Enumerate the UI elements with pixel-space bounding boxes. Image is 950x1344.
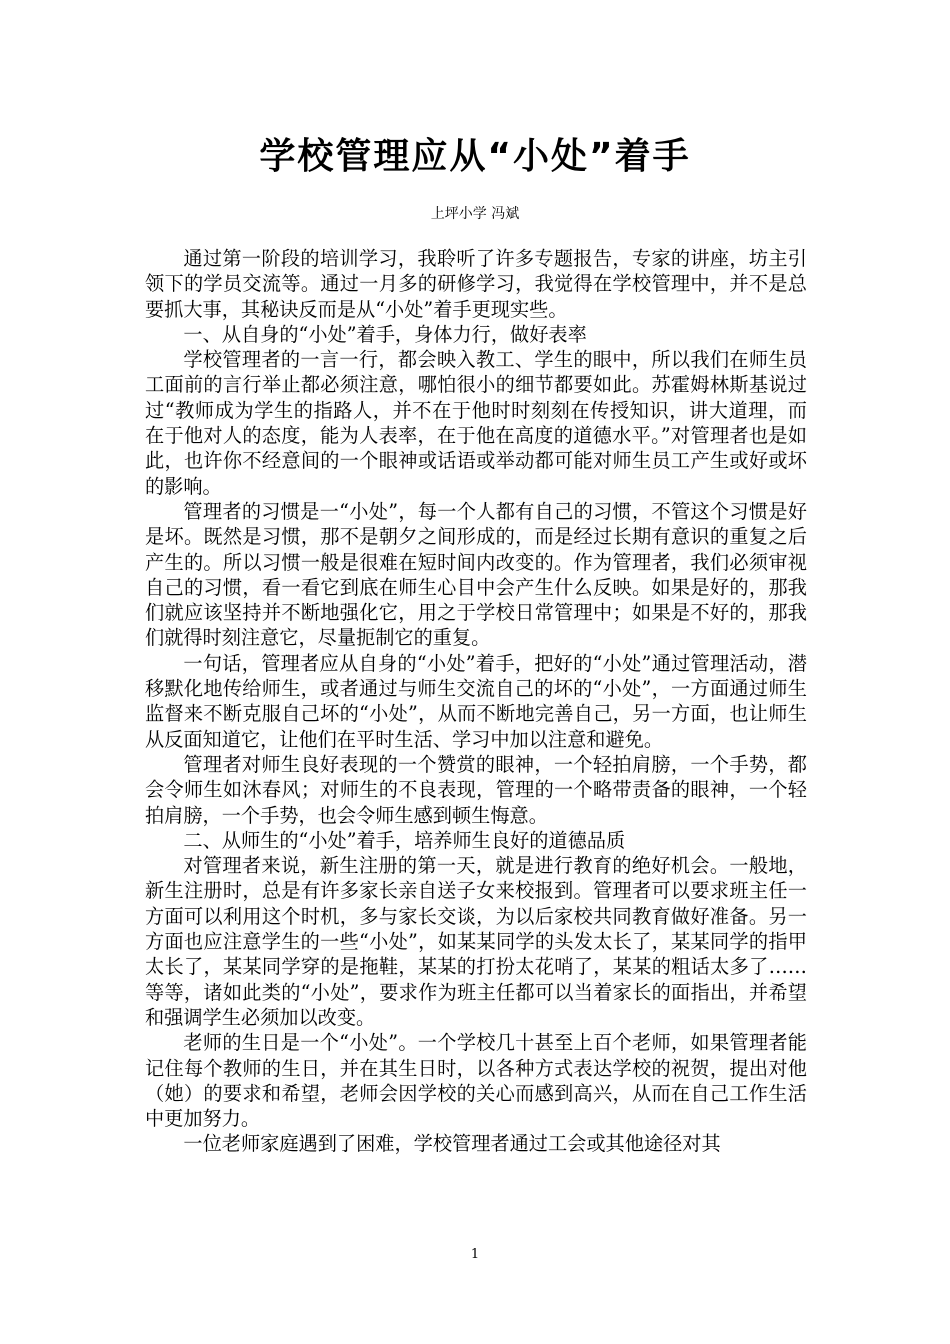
document-body: [145, 246, 807, 1157]
paragraph: 学校管理者的一言一行，都会映入教工、学生的眼中，所以我们在师生员工面前的言行举止都必须注意，哪怕很小的细节都要如此。苏霍姆林斯基说过过“教师成为学生的指路人，并不在于他时时刻刻在传授知识，讲大道理，而在于他对人的态度，能为人表率，在于他在高度的道德水平。”对管理者也是如此，也许你不经意间的一个眼神或话语或举动都可能对师生员工产生或好或坏的影响。: [145, 348, 807, 498]
section-heading: 二、从师生的“小处”着手，培养师生良好的道德品质: [183, 828, 626, 852]
document-title: 学校管理应从“小处”着手: [259, 136, 691, 177]
paragraph: 管理者对师生良好表现的一个赞赏的眼神，一个轻拍肩膀，一个手势，都会令师生如沐春风；对师生的不良表现，管理的一个略带责备的眼神，一个轻拍肩膀，一个手势，也会令师生感到顿生悔意。: [145, 752, 807, 827]
page-number: 1: [470, 1247, 480, 1262]
section-heading: 一、从自身的“小处”着手，身体力行，做好表率: [183, 322, 587, 346]
paragraph: 对管理者来说，新生注册的第一天，就是进行教育的绝好机会。一般地，新生注册时，总是有许多家长亲自送子女来校报到。管理者可以要求班主任一方面可以利用这个时机，多与家长交谈，为以后家校共同教育做好准备。另一方面也应注意学生的一些“小处”，如某某同学的头发太长了，某某同学的指甲太长了，某某同学穿的是拖鞋，某某的打扮太花哨了，某某的粗话太多了……等等，诸如此类的“小处”，要求作为班主任都可以当着家长的面指出，并希望和强调学生必须加以改变。: [145, 854, 807, 1029]
paragraph: 一句话，管理者应从自身的“小处”着手，把好的“小处”通过管理活动，潜移默化地传给师生，或者通过与师生交流自己的坏的“小处”，一方面通过师生监督来不断克服自己坏的“小处”，从而不断地完善自己，另一方面，也让师生从反面知道它，让他们在平时生活、学习中加以注意和避免。: [145, 651, 807, 751]
paragraph: 通过第一阶段的培训学习，我聆听了许多专题报告，专家的讲座，坊主引领下的学员交流等。通过一月多的研修学习，我觉得在学校管理中，并不是总要抓大事，其秘诀反而是从“小处”着手更现实些。: [145, 247, 807, 321]
author-line: 上坪小学 冯斌: [430, 206, 520, 222]
paragraph: 老师的生日是一个“小处”。一个学校几十甚至上百个老师，如果管理者能记住每个教师的生日，并在其生日时，以各种方式表达学校的祝贺，提出对他（她）的要求和希望，老师会因学校的关心而感到高兴，从而在自己工作生活中更加努力。: [145, 1031, 807, 1131]
paragraph: 一位老师家庭遇到了困难，学校管理者通过工会或其他途径对其: [183, 1132, 721, 1156]
paragraph: 管理者的习惯是一“小处”，每一个人都有自己的习惯，不管这个习惯是好是坏。既然是习惯，那不是朝夕之间形成的，而是经过长期有意识的重复之后产生的。所以习惯一般是很难在短时间内改变的。作为管理者，我们必须审视自己的习惯，看一看它到底在师生心目中会产生什么反映。如果是好的，那我们就应该坚持并不断地强化它，用之于学校日常管理中；如果是不好的，那我们就得时刻注意它，尽量扼制它的重复。: [145, 499, 807, 650]
